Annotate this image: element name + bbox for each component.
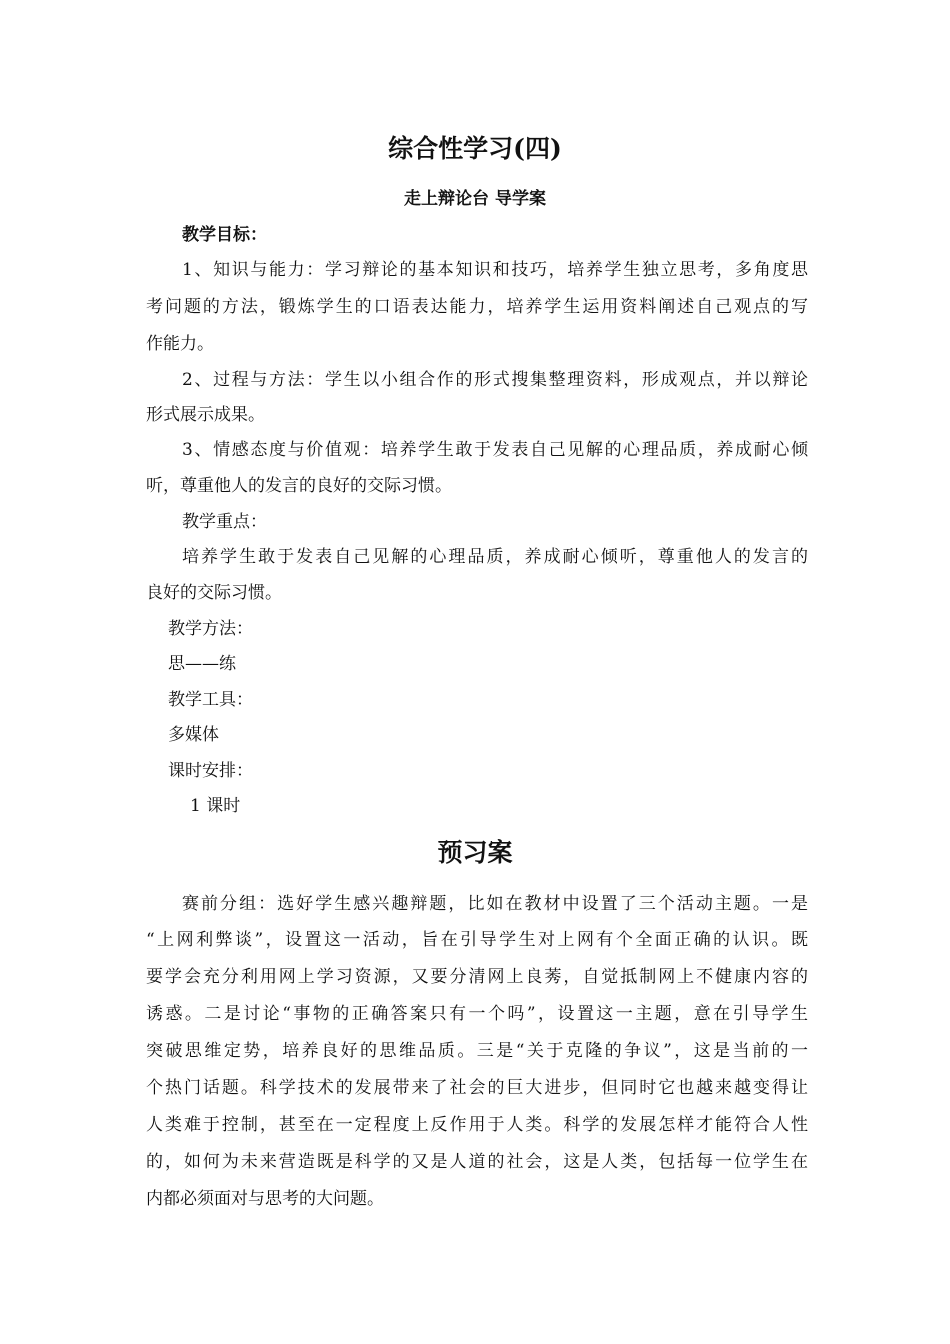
objective-3-line-1: 3、情感态度与价值观：培养学生敢于发表自己见解的心理品质，养成耐心倾 xyxy=(182,440,808,460)
preview-line-4: 诱惑。二是讨论“事物的正确答案只有一个吗”，设置这一主题，意在引导学生 xyxy=(146,1004,808,1024)
schedule-heading: 课时安排： xyxy=(168,761,253,781)
objective-3-line-2: 听，尊重他人的发言的良好的交际习惯。 xyxy=(146,476,452,496)
focus-line-1: 培养学生敢于发表自己见解的心理品质，养成耐心倾听，尊重他人的发言的 xyxy=(182,547,808,567)
preview-line-7: 人类难于控制，甚至在一定程度上反作用于人类。科学的发展怎样才能符合人性 xyxy=(146,1115,808,1135)
preview-title: 预习案 xyxy=(437,838,513,867)
document-subtitle: 走上辩论台 导学案 xyxy=(404,189,546,209)
objective-2-line-2: 形式展示成果。 xyxy=(146,405,265,425)
tools-value: 多媒体 xyxy=(168,725,219,745)
method-heading: 教学方法： xyxy=(168,619,253,639)
preview-line-9: 内都必须面对与思考的大问题。 xyxy=(146,1189,384,1209)
preview-line-5: 突破思维定势，培养良好的思维品质。三是“关于克隆的争议”，这是当前的一 xyxy=(146,1041,808,1061)
focus-heading: 教学重点： xyxy=(182,512,267,532)
preview-line-1: 赛前分组：选好学生感兴趣辩题，比如在教材中设置了三个活动主题。一是 xyxy=(182,894,808,914)
objective-1-line-1: 1、知识与能力：学习辩论的基本知识和技巧，培养学生独立思考，多角度思 xyxy=(182,260,808,280)
preview-line-8: 的，如何为未来营造既是科学的又是人道的社会，这是人类，包括每一位学生在 xyxy=(146,1152,808,1172)
schedule-value: 1 课时 xyxy=(190,796,241,816)
method-value: 思——练 xyxy=(168,654,236,674)
preview-line-3: 要学会充分利用网上学习资源，又要分清网上良莠，自觉抵制网上不健康内容的 xyxy=(146,967,808,987)
focus-line-2: 良好的交际习惯。 xyxy=(146,583,282,603)
tools-heading: 教学工具： xyxy=(168,690,253,710)
objective-1-line-3: 作能力。 xyxy=(146,334,214,354)
objective-2-line-1: 2、过程与方法：学生以小组合作的形式搜集整理资料，形成观点，并以辩论 xyxy=(182,370,808,390)
objectives-heading: 教学目标： xyxy=(182,225,267,245)
document-title: 综合性学习(四) xyxy=(388,134,562,163)
preview-line-6: 个热门话题。科学技术的发展带来了社会的巨大进步，但同时它也越来越变得让 xyxy=(146,1078,808,1098)
objective-1-line-2: 考问题的方法，锻炼学生的口语表达能力，培养学生运用资料阐述自己观点的写 xyxy=(146,297,808,317)
preview-line-2: “上网利弊谈”，设置这一活动，旨在引导学生对上网有个全面正确的认识。既 xyxy=(146,930,808,950)
